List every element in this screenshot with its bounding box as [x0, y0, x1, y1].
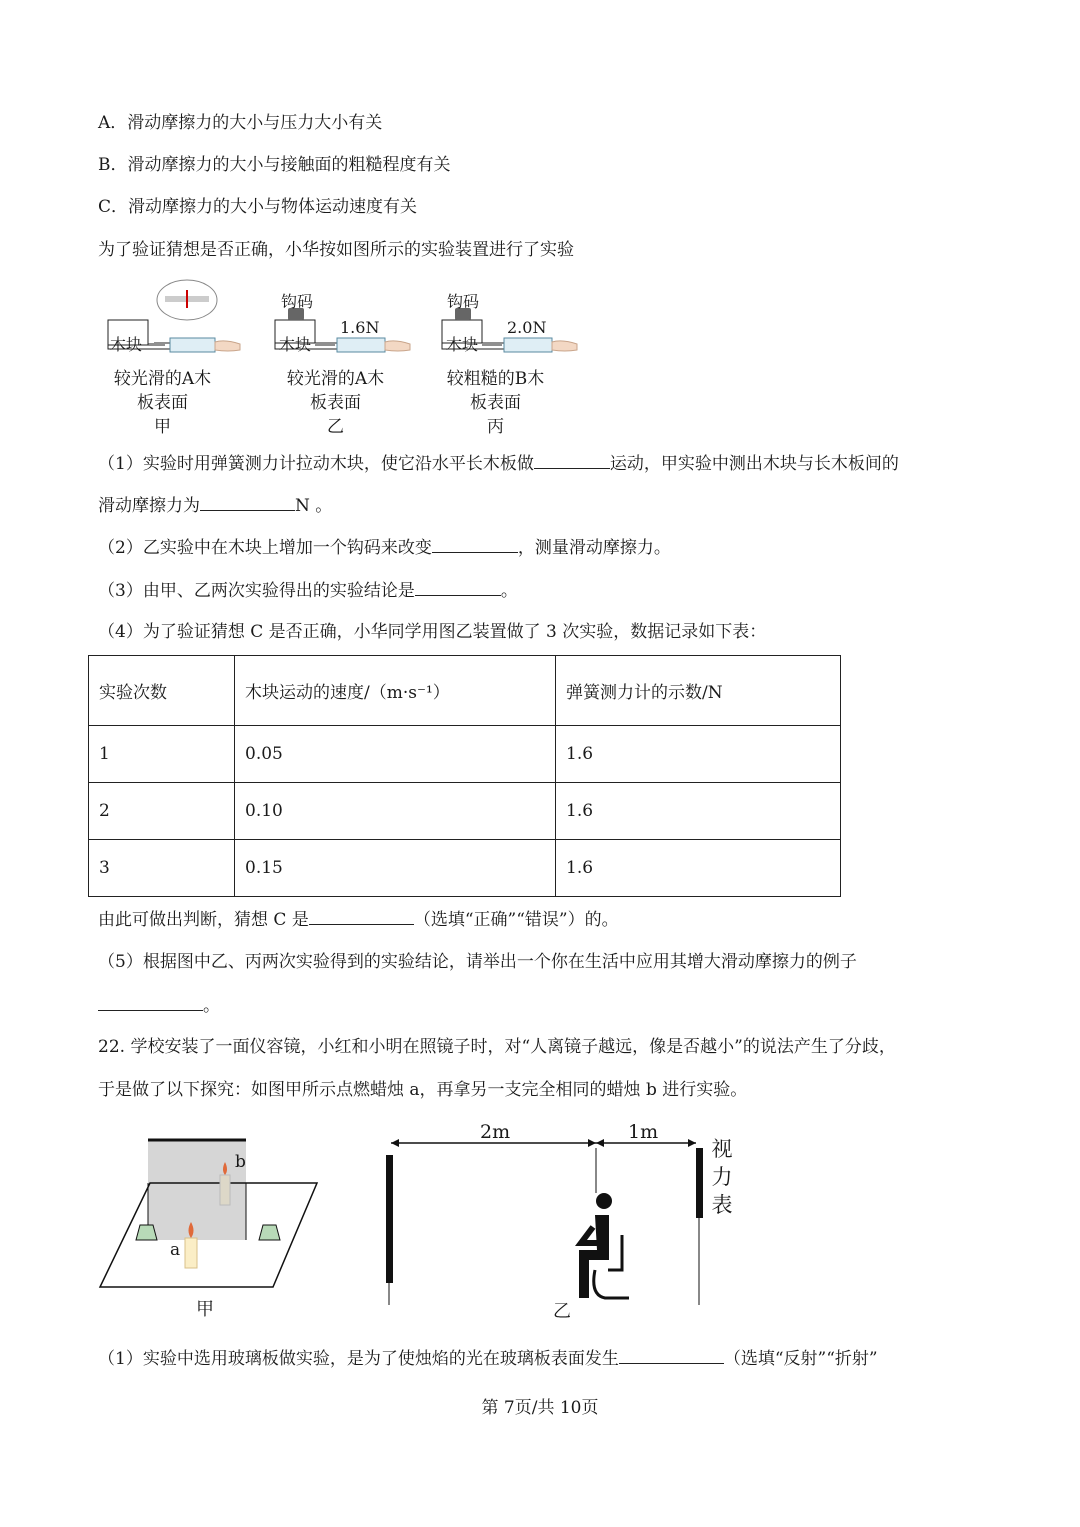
cell: 1	[89, 726, 235, 783]
block-label: 木块	[279, 335, 312, 354]
eye-chart-label: 视力表	[711, 1137, 733, 1217]
q22-1	[98, 1347, 878, 1370]
candle-a-label: a	[170, 1240, 181, 1260]
figure-yi	[386, 1139, 703, 1305]
text: 运动，甲实验中测出木块与长木板间的	[609, 454, 899, 474]
caption-line: 较光滑的A木	[286, 369, 385, 389]
figure-jia-label: 甲	[196, 1299, 214, 1320]
header-cell: 木块运动的速度/（m·s⁻¹）	[235, 656, 556, 726]
weight-label: 钩码	[281, 292, 314, 311]
text: 。	[203, 996, 220, 1016]
text: （2）乙实验中在木块上增加一个钩码来改变	[98, 538, 432, 558]
answer-blank[interactable]	[534, 452, 610, 469]
answer-blank[interactable]	[98, 994, 203, 1011]
header-cell: 实验次数	[89, 656, 235, 726]
cell: 0.05	[235, 726, 556, 783]
caption-line: 板表面	[137, 393, 188, 413]
q22-line2: 于是做了以下探究：如图甲所示点燃蜡烛 a，再拿另一支完全相同的蜡烛 b 进行实验。	[98, 1080, 748, 1100]
q1-line2	[98, 494, 332, 517]
reading-yi: 1.6N	[340, 318, 380, 337]
cell: 1.6	[556, 783, 841, 840]
q3	[98, 579, 518, 602]
answer-blank[interactable]	[415, 579, 501, 596]
table-row	[89, 840, 841, 897]
mirror-experiment-figure	[95, 1130, 745, 1320]
caption-yi	[278, 367, 393, 439]
data-table	[88, 655, 841, 897]
caption-line: 乙	[327, 417, 344, 437]
table-row	[89, 783, 841, 840]
distance-2m: 2m	[480, 1121, 511, 1143]
text: N 。	[295, 496, 333, 516]
text: （选填“反射”“折射”	[723, 1349, 878, 1369]
text: ，测量滑动摩擦力。	[517, 538, 671, 558]
answer-blank[interactable]	[619, 1347, 724, 1364]
table-header-row	[89, 656, 841, 726]
q2	[98, 536, 671, 559]
cell: 1.6	[556, 726, 841, 783]
text: （1）实验时用弹簧测力计拉动木块，使它沿水平长木板做	[98, 454, 534, 474]
figure-jia	[100, 1140, 317, 1287]
block-label: 木块	[110, 335, 143, 354]
caption-line: 丙	[487, 417, 504, 437]
text: （3）由甲、乙两次实验得出的实验结论是	[98, 581, 415, 601]
caption-line: 甲	[154, 417, 171, 437]
intro-text: 为了验证猜想是否正确，小华按如图所示的实验装置进行了实验	[98, 240, 574, 260]
q5-answer	[98, 994, 220, 1017]
q5: （5）根据图中乙、丙两次实验得到的实验结论，请举出一个你在生活中应用其增大滑动摩擦力的例子	[98, 952, 857, 972]
cell: 0.15	[235, 840, 556, 897]
text: 由此可做出判断，猜想 C 是	[98, 910, 309, 930]
candle-b-label: b	[235, 1152, 246, 1172]
page-footer: 第 7页/共 10页	[481, 1398, 599, 1418]
text: 滑动摩擦力为	[98, 496, 200, 516]
figure-yi-label: 乙	[553, 1301, 571, 1322]
caption-line: 板表面	[470, 393, 521, 413]
judgement	[98, 908, 619, 931]
cell: 2	[89, 783, 235, 840]
answer-blank[interactable]	[432, 536, 518, 553]
weight-label: 钩码	[447, 292, 480, 311]
caption-bing	[438, 367, 553, 439]
caption-line: 较粗糙的B木	[446, 369, 545, 389]
caption-line: 板表面	[310, 393, 361, 413]
table-row	[89, 726, 841, 783]
block-label: 木块	[446, 335, 479, 354]
distance-1m: 1m	[628, 1121, 659, 1143]
answer-blank[interactable]	[200, 494, 295, 511]
cell: 1.6	[556, 840, 841, 897]
option-b: B．滑动摩擦力的大小与接触面的粗糙程度有关	[98, 155, 451, 175]
caption-jia	[105, 367, 220, 439]
caption-line: 较光滑的A木	[113, 369, 212, 389]
cell: 0.10	[235, 783, 556, 840]
q4: （4）为了验证猜想 C 是否正确，小华同学用图乙装置做了 3 次实验，数据记录如下表：	[98, 622, 767, 642]
option-a: A．滑动摩擦力的大小与压力大小有关	[98, 113, 383, 133]
text: （1）实验中选用玻璃板做实验，是为了使烛焰的光在玻璃板表面发生	[98, 1349, 619, 1369]
reading-bing: 2.0N	[507, 318, 547, 337]
header-cell: 弹簧测力计的示数/N	[556, 656, 841, 726]
q1-line1	[98, 452, 899, 475]
q22-line1: 22. 学校安装了一面仪容镜，小红和小明在照镜子时，对“人离镜子越远，像是否越小”的说法产生了分歧，	[98, 1037, 896, 1057]
text: 。	[500, 581, 518, 601]
option-c: C．滑动摩擦力的大小与物体运动速度有关	[98, 197, 418, 217]
cell: 3	[89, 840, 235, 897]
text: （选填“正确”“错误”）的。	[413, 910, 619, 930]
answer-blank[interactable]	[309, 908, 414, 925]
